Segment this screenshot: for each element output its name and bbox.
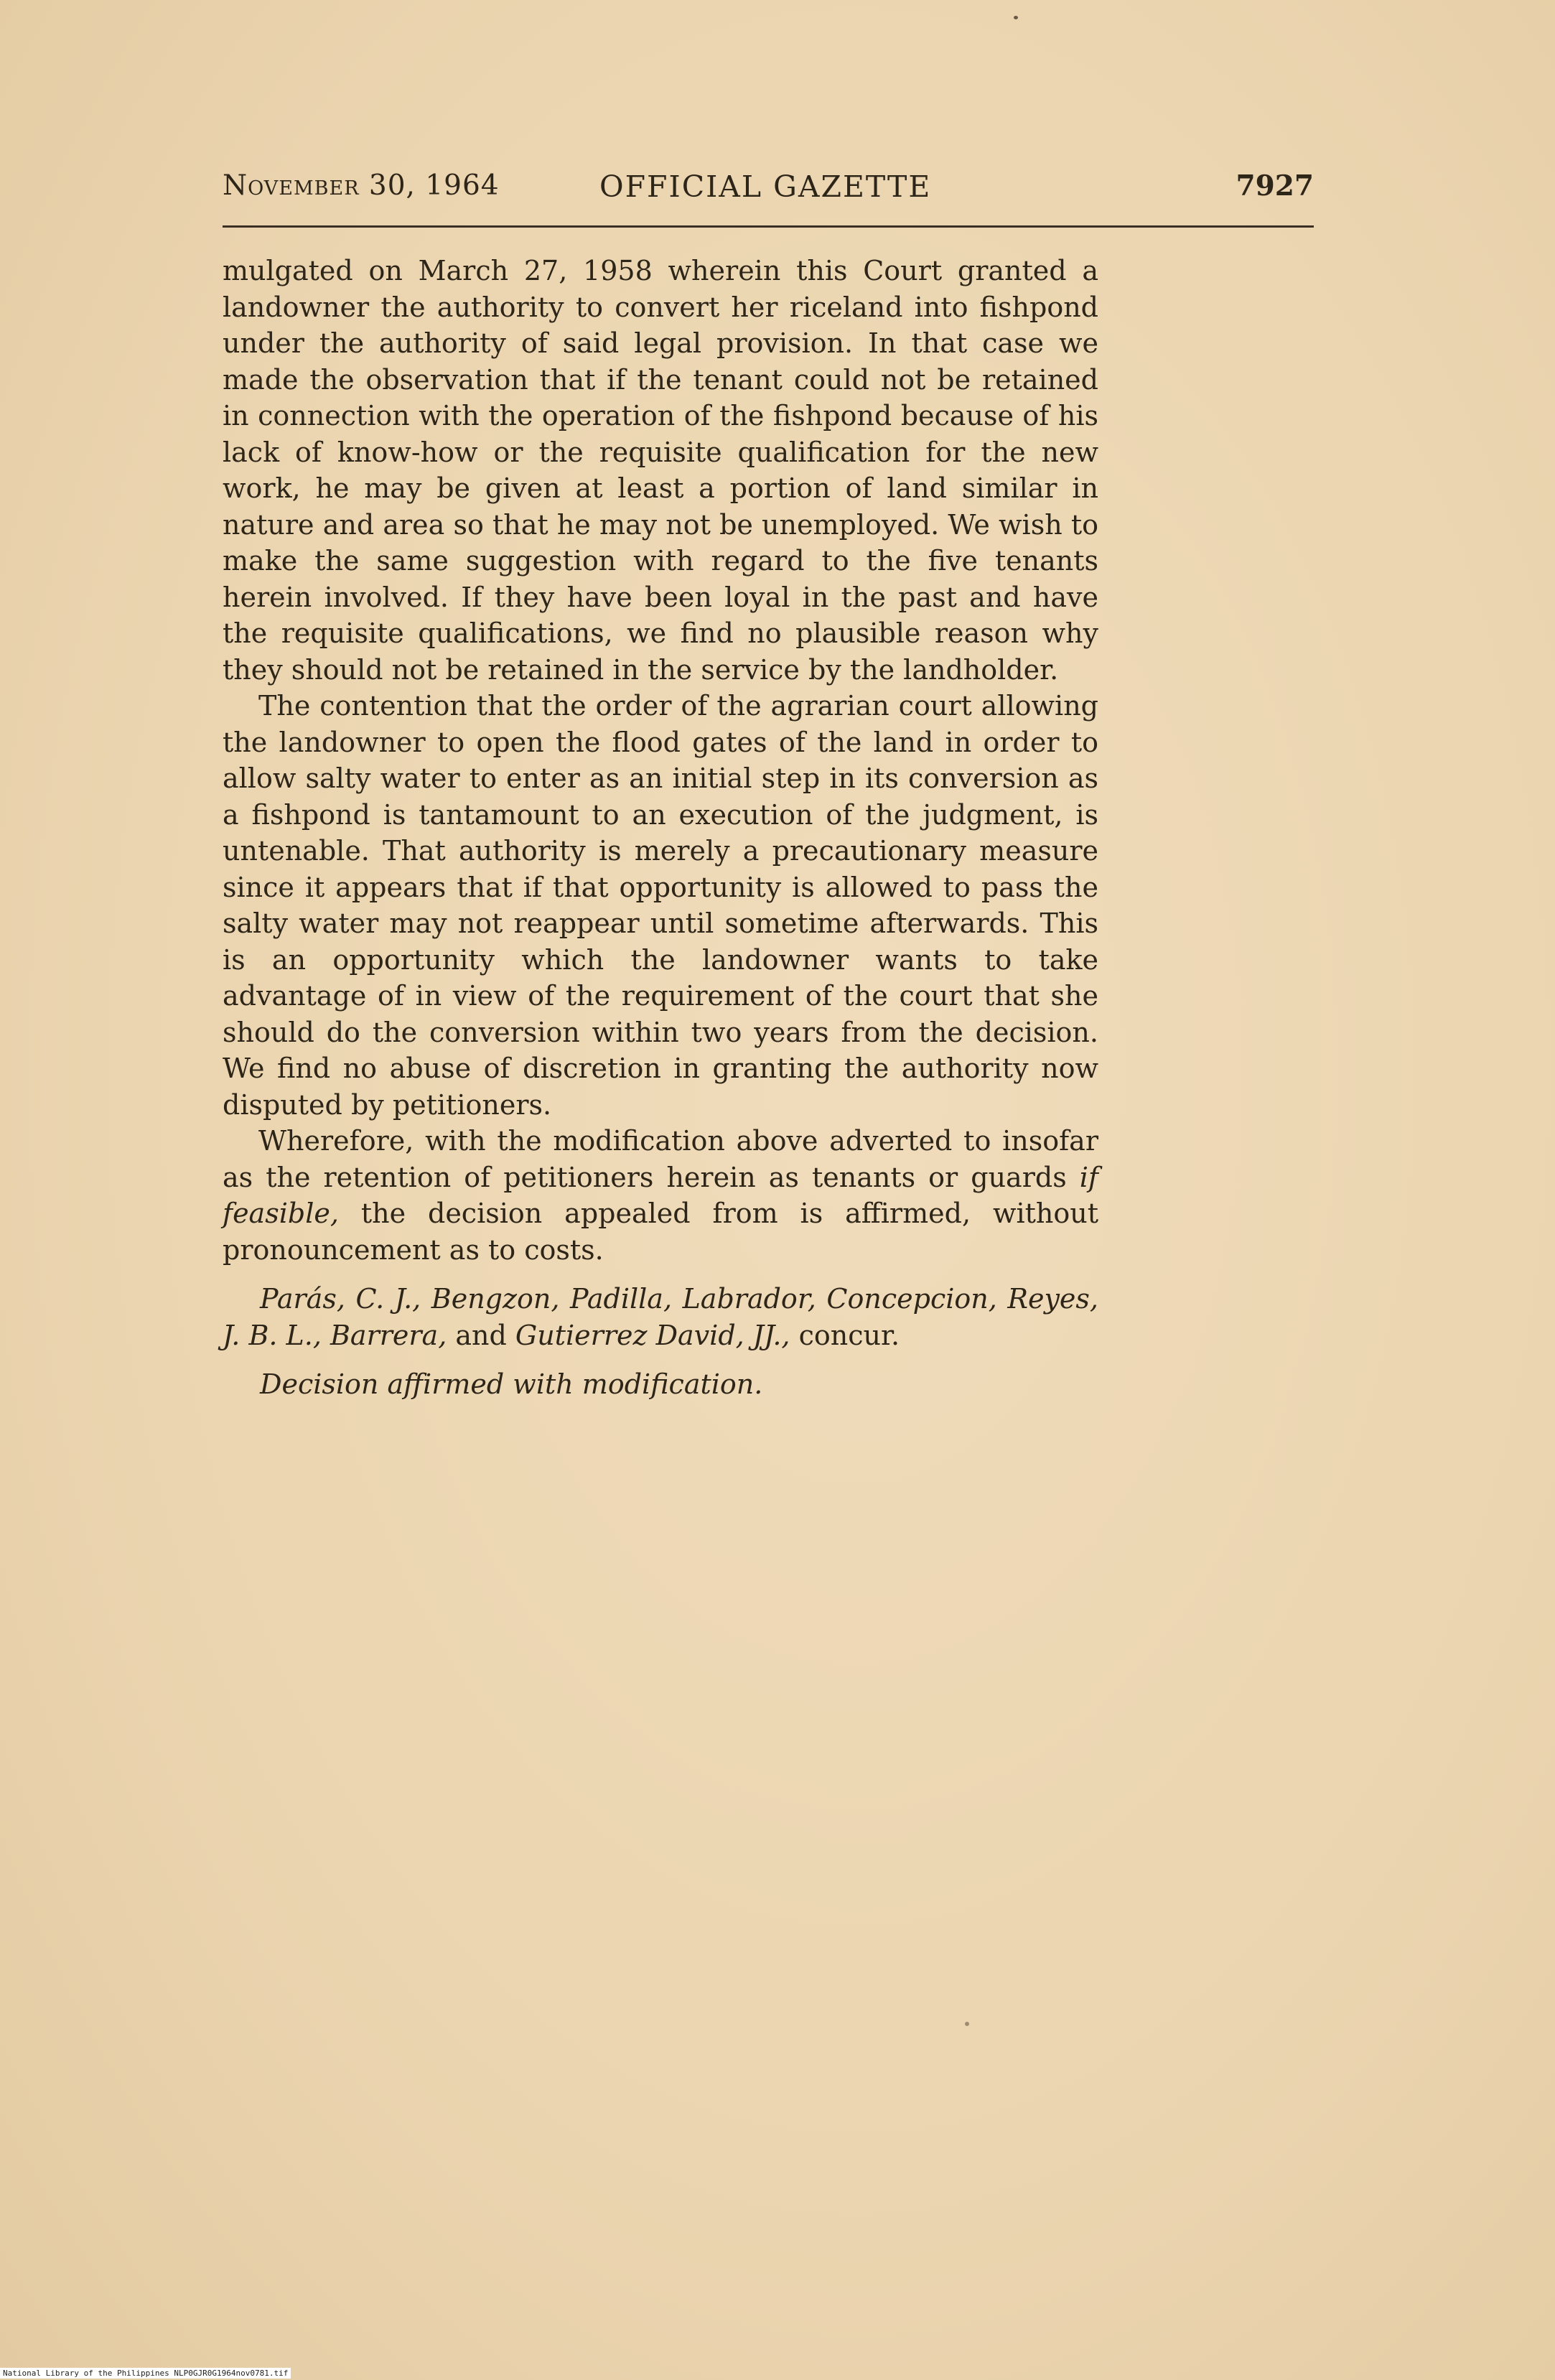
wherefore-italic: if feasible, [223, 1161, 1098, 1229]
paragraph-1: mulgated on March 27, 1958 wherein this Court granted a landowner the authority to convert her riceland into fishpond under the authority of said legal provision. In that case we made the observation that if the tenant could not be retained in connection with the operation of the fishpond because of his lack of know-how or the requisite qualification for the new work, he may be given at least a portion of land similar in nature and area so that he may not be unemployed. We wish to make the same suggestion with regard to the five tenants herein involved. If they have been loyal in the past and have the requisite qualifications, we find no plausible reason why they should not be retained in the service by the landholder. [223, 255, 1098, 686]
header-rule [223, 225, 1314, 228]
header-page-number: 7927 [1236, 169, 1314, 202]
concur-word: concur. [790, 1319, 900, 1351]
body-text [223, 253, 1098, 1403]
disposition-line: Decision affirmed with modification. [260, 1368, 763, 1400]
justices-and: and [447, 1319, 515, 1351]
paragraph-wherefore [223, 1123, 1098, 1268]
concurrence-line [223, 1281, 1098, 1353]
wherefore-text-before: Wherefore, with the modification above adverted to insofar as the retention of petitioners herein as tenants or guards [223, 1125, 1098, 1193]
justices-list-last: Gutierrez David, JJ., [515, 1319, 790, 1351]
wherefore-text-after: the decision appealed from is affirmed, without pronouncement as to costs. [223, 1198, 1098, 1266]
paper-speck [1014, 16, 1018, 19]
header-title: OFFICIAL GAZETTE [599, 169, 932, 204]
paragraph-2: The contention that the order of the agrarian court allowing the landowner to open the flood gates of the land in order to allow salty water to enter as an initial step in its conversion as a fishpond is tantamount to an execution of the judgment, is untenable. That authority is merely a precautionary measure since it appears that if that opportunity is allowed to pass the salty water may not reappear until sometime afterwards. This is an opportunity which the landowner wants to take advantage of in view of the requirement of the court that she should do the conversion within two years from the decision. We find no abuse of discretion in granting the authority now disputed by petitioners. [223, 690, 1098, 1121]
scan-footer: National Library of the Philippines NLP0GJR0G1964nov0781.tif [0, 2368, 291, 2379]
justices-list: Parás, C. J., Bengzon, Padilla, Labrador, Concepcion, Reyes, J. B. L., Barrera, [223, 1283, 1098, 1351]
header-date: November 30, 1964 [223, 169, 500, 202]
running-header [223, 169, 1314, 213]
paper-speck [965, 2022, 969, 2026]
